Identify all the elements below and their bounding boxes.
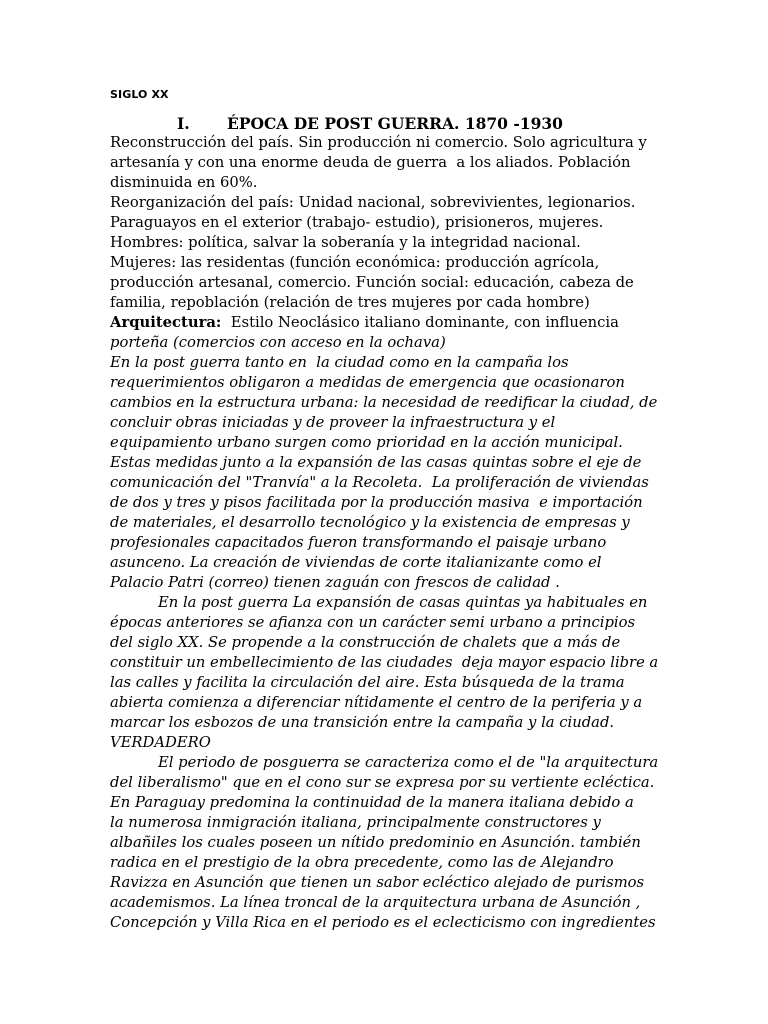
text-line: [110, 593, 660, 613]
text-line: [110, 753, 660, 773]
line-text: radica en el prestigio de la obra precedente, como las de Alejandro: [110, 854, 614, 871]
text-line: [110, 193, 660, 213]
line-text: Concepción y Villa Rica en el periodo es el eclecticismo con ingredientes: [110, 914, 656, 931]
text-line: [110, 673, 660, 693]
line-text: las calles y facilita la circulación del aire. Esta búsqueda de la trama: [110, 674, 625, 691]
text-line: [110, 913, 660, 933]
text-line: [110, 293, 660, 313]
line-text: academismos. La línea troncal de la arquitectura urbana de Asunción ,: [110, 894, 641, 911]
line-text: del siglo XX. Se propende a la construcción de chalets que a más de: [110, 634, 621, 651]
line-text: porteña (comercios con acceso en la ochava): [110, 334, 446, 351]
line-text: equipamiento urbano surgen como prioridad en la acción municipal.: [110, 434, 623, 451]
line-text: marcar los esbozos de una transición entre la campaña y la ciudad.: [110, 714, 615, 731]
line-text: Estilo Neoclásico italiano dominante, con influencia: [221, 314, 619, 331]
line-text: concluir obras iniciadas y de proveer la infraestructura y el: [110, 414, 556, 431]
inline-heading: Arquitectura:: [110, 314, 222, 331]
line-text: artesanía y con una enorme deuda de guerra a los aliados. Población: [110, 154, 631, 171]
text-line: [110, 253, 660, 273]
text-line: [110, 573, 660, 593]
line-text: requerimientos obligaron a medidas de emergencia que ocasionaron: [110, 374, 625, 391]
text-line: [110, 613, 660, 633]
text-line: [110, 853, 660, 873]
text-line: [110, 273, 660, 293]
line-text: abierta comienza a diferenciar nítidamente el centro de la periferia y a: [110, 694, 643, 711]
text-line: [110, 773, 660, 793]
line-text: En la post guerra La expansión de casas quintas ya habituales en: [158, 594, 648, 611]
text-line: [110, 153, 660, 173]
line-text: Reorganización del país: Unidad nacional, sobrevivientes, legionarios.: [110, 194, 636, 211]
text-line: [110, 433, 660, 453]
line-text: épocas anteriores se afianza con un carácter semi urbano a principios: [110, 614, 636, 631]
text-line: [110, 453, 660, 473]
section-number: I.: [177, 114, 190, 133]
text-line: [110, 513, 660, 533]
text-line: [110, 533, 660, 553]
section-title-text: ÉPOCA DE POST GUERRA. 1870 -1930: [227, 114, 563, 133]
line-text: de materiales, el desarrollo tecnológico y la existencia de empresas y: [110, 514, 630, 531]
text-line: [110, 653, 660, 673]
text-line: [110, 213, 660, 233]
line-text: producción artesanal, comercio. Función social: educación, cabeza de: [110, 274, 634, 291]
line-text: profesionales capacitados fueron transformando el paisaje urbano: [110, 534, 607, 551]
section-title: [177, 114, 563, 134]
text-line: [110, 493, 660, 513]
line-text: Hombres: política, salvar la soberanía y la integridad nacional.: [110, 234, 581, 251]
text-line: [110, 793, 660, 813]
text-line: [110, 553, 660, 573]
text-line: [110, 873, 660, 893]
line-text: asunceno. La creación de viviendas de corte italianizante como el: [110, 554, 602, 571]
line-text: disminuida en 60%.: [110, 174, 258, 191]
text-line: [110, 333, 660, 353]
text-line: [110, 393, 660, 413]
line-text: familia, repoblación (relación de tres mujeres por cada hombre): [110, 294, 590, 311]
line-text: Reconstrucción del país. Sin producción ni comercio. Solo agricultura y: [110, 134, 647, 151]
line-text: Paraguayos en el exterior (trabajo- estudio), prisioneros, mujeres.: [110, 214, 604, 231]
line-text: del liberalismo" que en el cono sur se expresa por su vertiente ecléctica.: [110, 774, 655, 791]
text-line: [110, 633, 660, 653]
text-line: [110, 733, 660, 753]
line-text: Mujeres: las residentas (función económica: producción agrícola,: [110, 254, 600, 271]
text-line: [110, 413, 660, 433]
line-text: El periodo de posguerra se caracteriza como el de "la arquitectura: [158, 754, 659, 771]
line-text: Palacio Patri (correo) tienen zaguán con frescos de calidad .: [110, 574, 560, 591]
text-line: [110, 893, 660, 913]
line-text: Estas medidas junto a la expansión de las casas quintas sobre el eje de: [110, 454, 642, 471]
page-header: SIGLO XX: [110, 88, 169, 101]
line-text: VERDADERO: [110, 734, 211, 751]
text-line: [110, 473, 660, 493]
line-text: constituir un embellecimiento de las ciudades deja mayor espacio libre a: [110, 654, 659, 671]
line-text: albañiles los cuales poseen un nítido predominio en Asunción. también: [110, 834, 641, 851]
text-line: [110, 373, 660, 393]
text-line: [110, 313, 660, 333]
line-text: En Paraguay predomina la continuidad de la manera italiana debido a: [110, 794, 634, 811]
text-line: [110, 713, 660, 733]
line-text: comunicación del "Tranvía" a la Recoleta. La proliferación de viviendas: [110, 474, 649, 491]
line-text: la numerosa inmigración italiana, principalmente constructores y: [110, 814, 601, 831]
line-text: En la post guerra tanto en la ciudad como en la campaña los: [110, 354, 569, 371]
text-line: [110, 813, 660, 833]
line-text: cambios en la estructura urbana: la necesidad de reedificar la ciudad, de: [110, 394, 658, 411]
document-body: [110, 133, 660, 933]
text-line: [110, 233, 660, 253]
line-text: de dos y tres y pisos facilitada por la producción masiva e importación: [110, 494, 643, 511]
text-line: [110, 833, 660, 853]
text-line: [110, 353, 660, 373]
text-line: [110, 173, 660, 193]
text-line: [110, 693, 660, 713]
line-text: Ravizza en Asunción que tienen un sabor ecléctico alejado de purismos: [110, 874, 645, 891]
text-line: [110, 133, 660, 153]
